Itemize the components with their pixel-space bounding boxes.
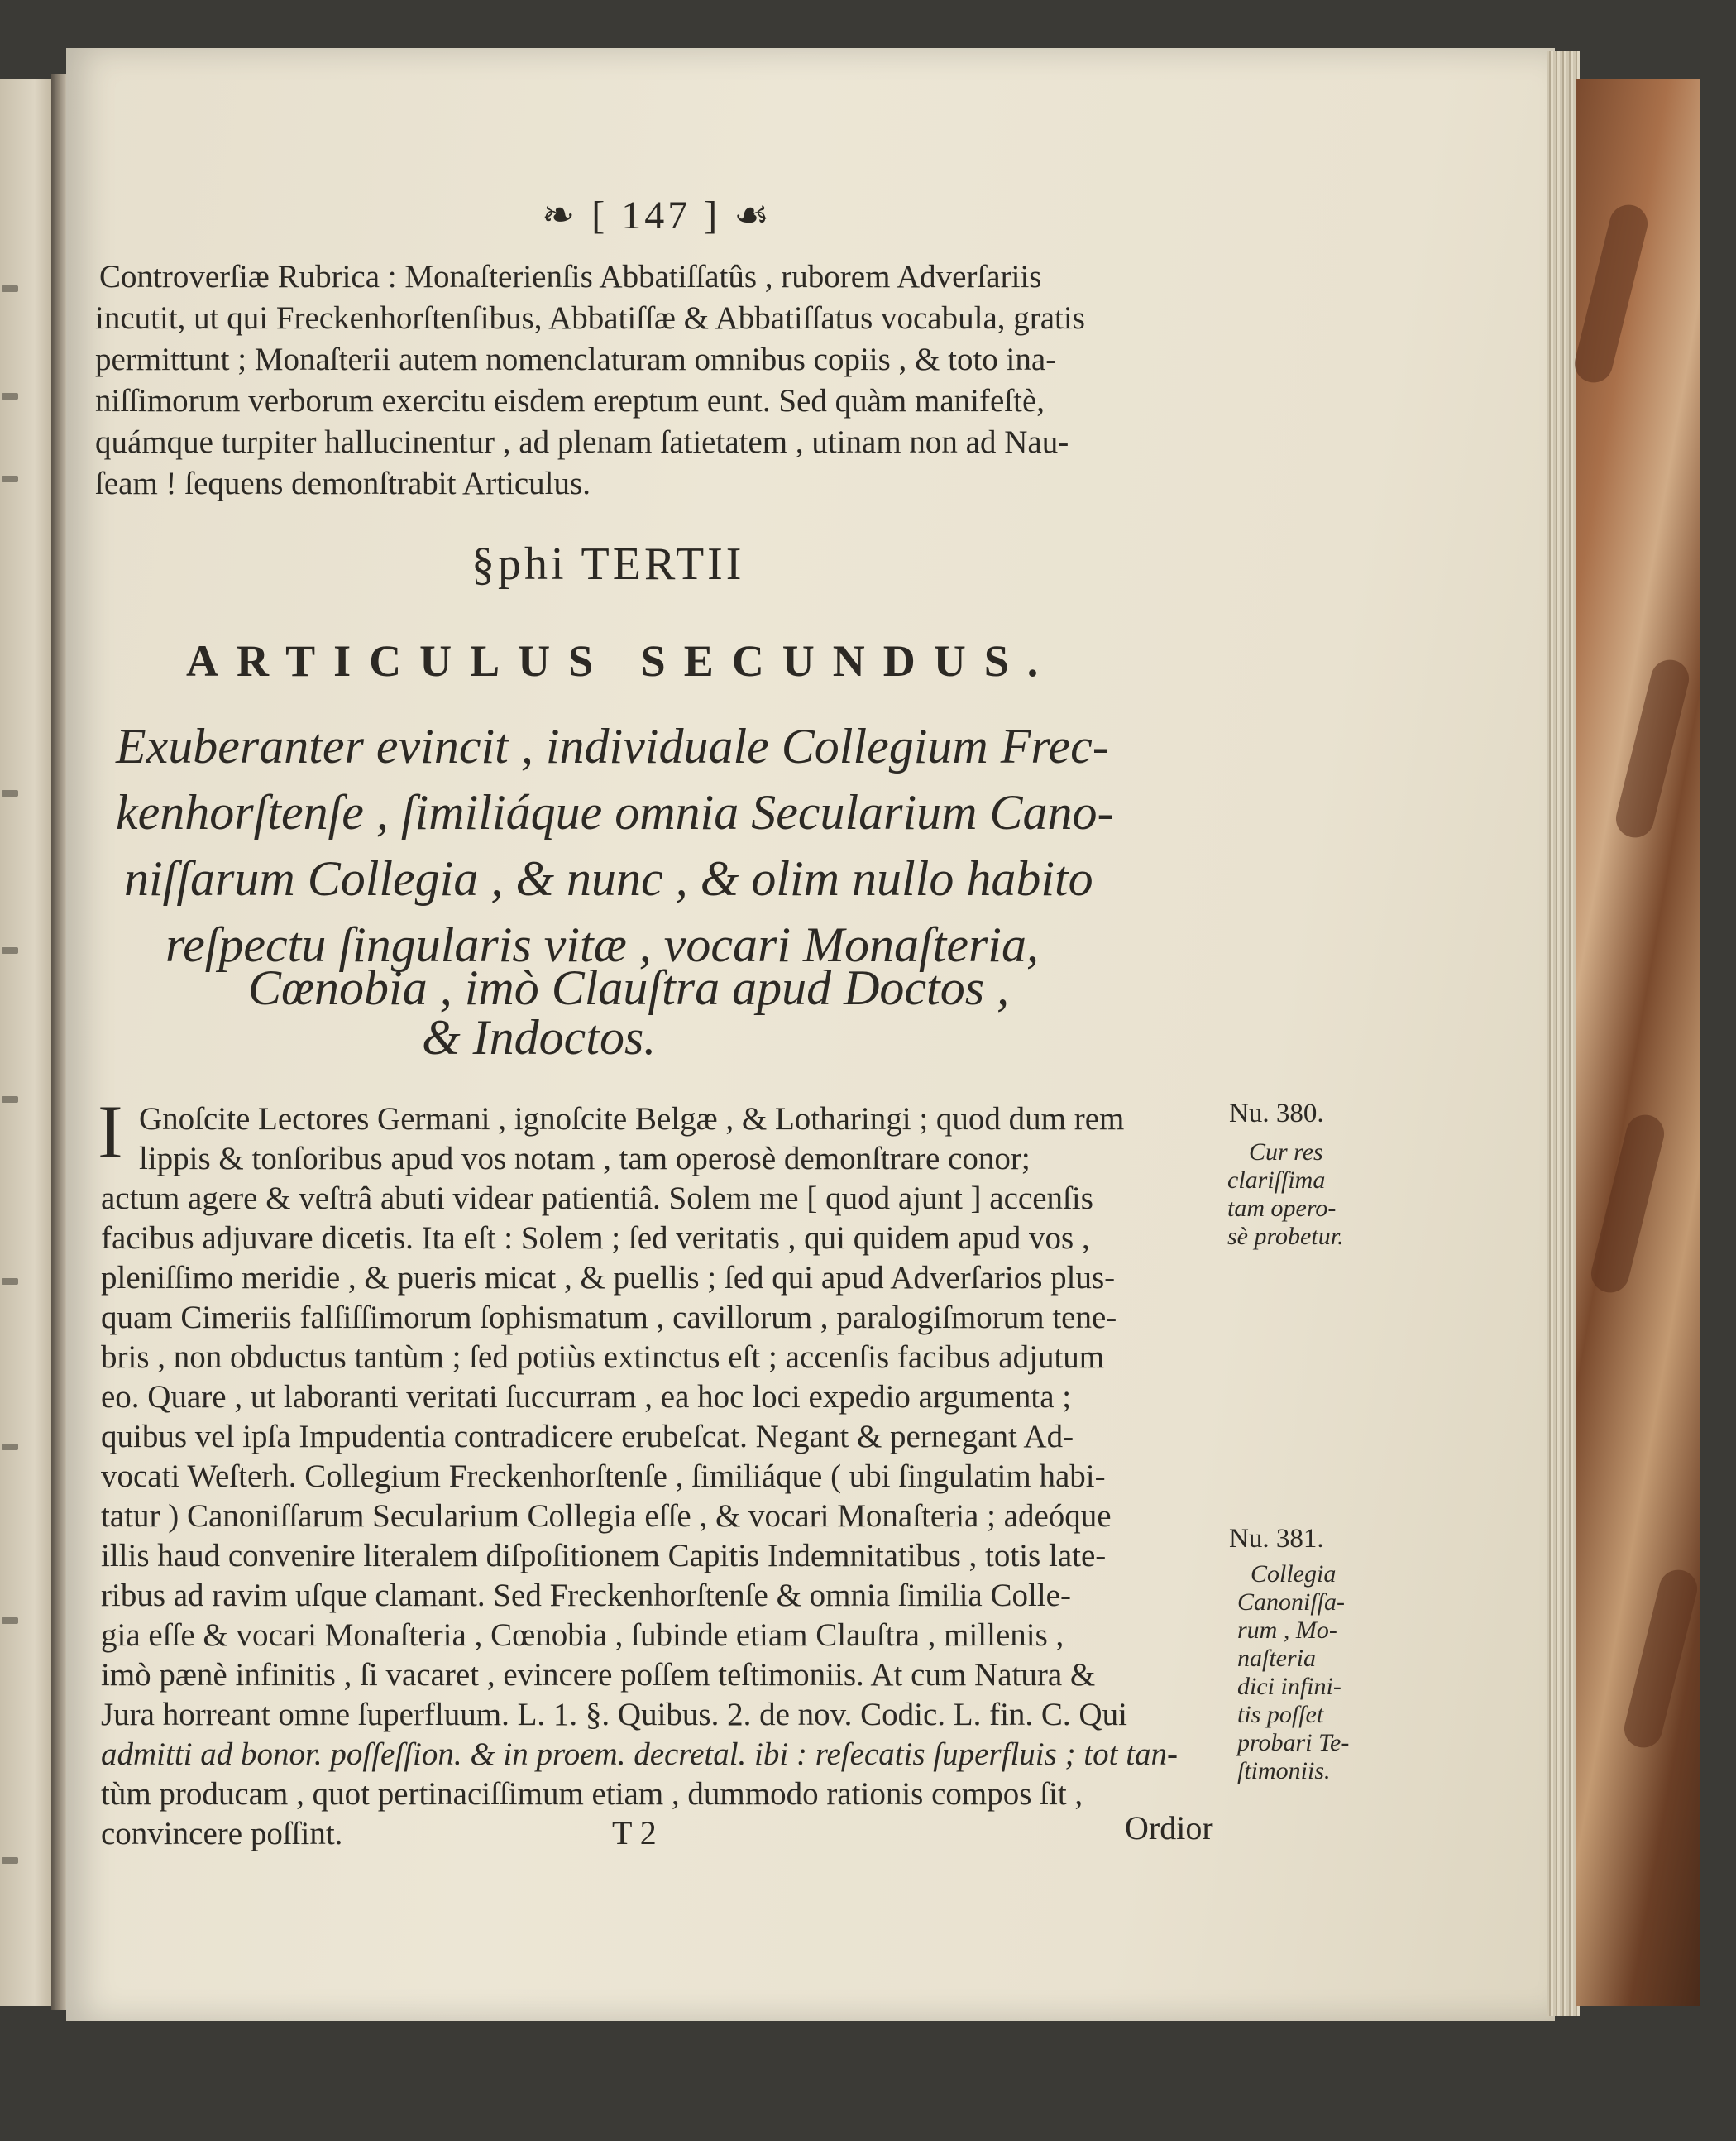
summary-line: kenhorſtenſe , ſimiliáque omnia Secularium Cano- — [116, 785, 1114, 840]
binding-streak — [1571, 201, 1652, 387]
signature-mark: T 2 — [612, 1814, 657, 1851]
left-page-fragment — [2, 1857, 18, 1864]
margin-note-line: tis poſſet — [1237, 1701, 1324, 1728]
summary-line: niſſarum Collegia , & nunc , & olim nullo habito — [124, 851, 1093, 906]
margin-note-line: tam opero- — [1227, 1195, 1337, 1222]
body-line: eo. Quare , ut laboranti veritati ſuccurram , ea hoc loci expedio argumenta ; — [101, 1379, 1072, 1415]
body-line: pleniſſimo meridie , & pueris micat , & puellis ; ſed qui apud Adverſarios plus- — [101, 1260, 1116, 1296]
catchword: Ordior — [1125, 1809, 1213, 1846]
body-line: bris , non obductus tantùm ; ſed potiùs extinctus eſt ; accenſis facibus adjutum — [101, 1339, 1105, 1375]
intro-line: ſeam ! ſequens demonſtrabit Articulus. — [95, 466, 591, 501]
left-page-fragment — [2, 790, 18, 797]
body-line: quam Cimeriis falſiſſimorum ſophismatum , cavillorum , paralogiſmorum tene- — [101, 1300, 1117, 1335]
binding-streak — [1587, 1111, 1668, 1297]
body-line: tatur ) Canoniſſarum Secularium Collegia eſſe , & vocari Monaſteria ; adeóque — [101, 1498, 1112, 1534]
drop-cap: I — [98, 1090, 123, 1174]
intro-line: niſſimorum verborum exercitu eisdem ereptum eunt. Sed quàm manifeſtè, — [95, 383, 1045, 419]
margin-note-number: Nu. 381. — [1229, 1524, 1324, 1554]
ornament-left-icon: ❧ — [542, 194, 579, 237]
body-line: actum agere & veſtrâ abuti videar patientiâ. Solem me [ quod ajunt ] accenſis — [101, 1181, 1093, 1216]
summary-line: reſpectu ſingularis vitæ , vocari Monaſteria, — [165, 917, 1039, 972]
article-heading: ARTICULUS SECUNDUS. — [186, 636, 1057, 686]
margin-note-line: sè probetur. — [1227, 1223, 1344, 1250]
left-page-fragment — [2, 285, 18, 292]
body-line: facibus adjuvare dicetis. Ita eſt : Solem ; ſed veritatis , qui quidem apud vos , — [101, 1220, 1090, 1256]
intro-line: Controverſiæ Rubrica : Monaſterienſis Abbatiſſatûs , ruborem Adverſariis — [99, 259, 1042, 295]
page-edges — [1547, 51, 1580, 2016]
left-page-fragment — [2, 476, 18, 482]
margin-note-line: clariſſima — [1227, 1166, 1326, 1194]
margin-note-line: naſteria — [1237, 1645, 1316, 1672]
margin-note-line: dici infini- — [1237, 1673, 1341, 1700]
leather-binding — [1576, 79, 1700, 2006]
body-line: Jura horreant omne ſuperfluum. L. 1. §. Quibus. 2. de nov. Codic. L. fin. C. Qui — [101, 1697, 1127, 1732]
body-line: imò pænè infinitis , ſi vacaret , evincere poſſem teſtimoniis. At cum Natura & — [101, 1657, 1096, 1693]
body-line: quibus vel ipſa Impudentia contradicere erubeſcat. Negant & pernegant Ad- — [101, 1419, 1074, 1454]
body-line: Gnoſcite Lectores Germani , ignoſcite Belgæ , & Lotharingi ; quod dum rem — [139, 1101, 1125, 1137]
page-number: [ 147 ] — [591, 194, 721, 237]
body-line: gia eſſe & vocari Monaſteria , Cœnobia , ſubinde etiam Clauſtra , millenis , — [101, 1617, 1064, 1653]
left-page-edge — [0, 79, 58, 2006]
margin-note-line: rum , Mo- — [1237, 1617, 1337, 1644]
body-line: vocati Weſterh. Collegium Freckenhorſtenſe , ſimiliáque ( ubi ſingulatim habi- — [101, 1458, 1106, 1494]
left-page-fragment — [2, 1278, 18, 1285]
intro-line: permittunt ; Monaſterii autem nomenclaturam omnibus copiis , & toto ina- — [95, 342, 1057, 377]
margin-note-number: Nu. 380. — [1229, 1099, 1324, 1128]
body-line: lippis & tonſoribus apud vos notam , tam operosè demonſtrare conor; — [139, 1141, 1031, 1176]
summary-line: Exuberanter evincit , individuale Collegium Frec- — [116, 719, 1109, 774]
margin-note-line: Canoniſſa- — [1237, 1588, 1346, 1616]
margin-note-line: probari Te- — [1237, 1729, 1350, 1756]
left-page-fragment — [2, 947, 18, 954]
left-page-fragment — [2, 393, 18, 400]
body-line: admitti ad bonor. poſſeſſion. & in proem. decretal. ibi : reſecatis ſuperfluis ; tot tan- — [101, 1736, 1179, 1772]
body-line: convincere poſſint. — [101, 1816, 343, 1851]
margin-note-line: ſtimoniis. — [1237, 1757, 1331, 1784]
summary-line: Cœnobia , imò Clauſtra apud Doctos , — [248, 960, 1010, 1015]
summary-line: & Indoctos. — [422, 1010, 657, 1065]
intro-line: quámque turpiter hallucinentur , ad plenam ſatietatem , utinam non ad Nau- — [95, 424, 1069, 460]
binding-streak — [1612, 656, 1693, 842]
body-line: ribus ad ravim uſque clamant. Sed Freckenhorſtenſe & omnia ſimilia Colle- — [101, 1578, 1071, 1613]
margin-note-line: Collegia — [1251, 1560, 1337, 1588]
page-header — [542, 192, 772, 238]
margin-note-line: Cur res — [1249, 1138, 1323, 1166]
intro-line: incutit, ut qui Freckenhorſtenſibus, Abbatiſſæ & Abbatiſſatus vocabula, gratis — [95, 300, 1085, 336]
binding-streak — [1620, 1566, 1701, 1752]
ornament-right-icon: ☙ — [734, 194, 773, 237]
left-page-fragment — [2, 1617, 18, 1624]
left-page-fragment — [2, 1444, 18, 1450]
section-heading: §phi TERTII — [471, 539, 745, 590]
body-line: illis haud convenire literalem diſpoſitionem Capitis Indemnitatibus , totis late- — [101, 1538, 1107, 1573]
left-page-fragment — [2, 1096, 18, 1103]
body-line: tùm producam , quot pertinaciſſimum etiam , dummodo rationis compos ſit , — [101, 1776, 1083, 1812]
